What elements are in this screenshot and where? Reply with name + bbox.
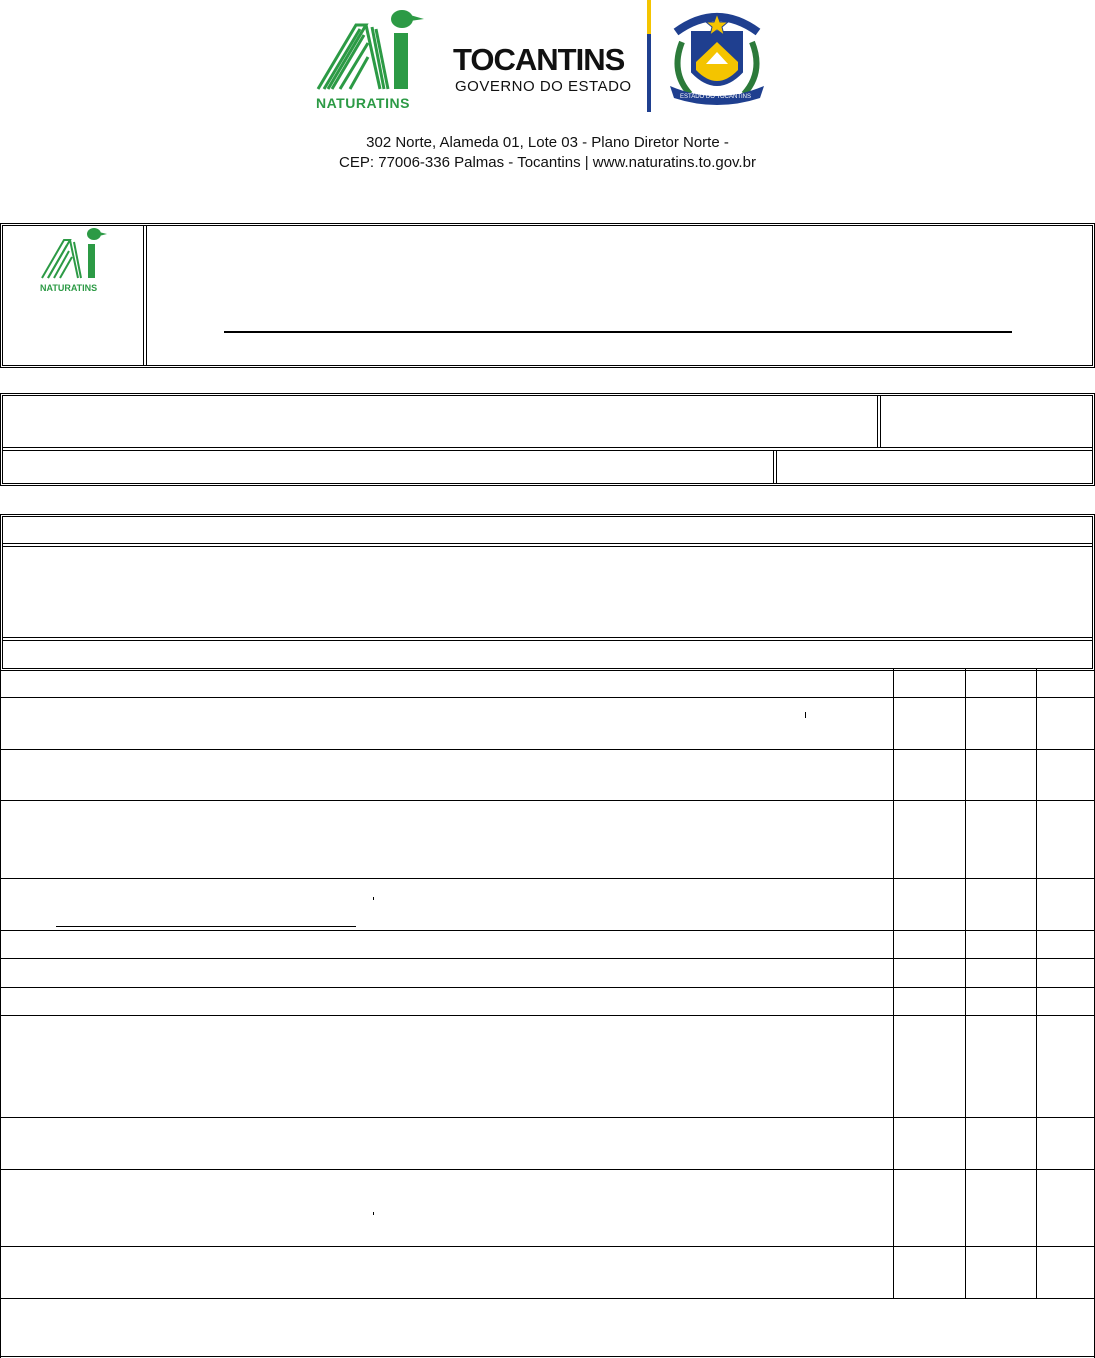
checklist-bottom-line	[0, 1356, 1095, 1357]
checklist-row-line	[0, 1246, 1095, 1247]
identification-box	[0, 393, 1095, 486]
address-line-1: 302 Norte, Alameda 01, Lote 03 - Plano Diretor Norte -	[366, 134, 729, 151]
tick-mark	[373, 1212, 374, 1215]
checklist-row-line	[0, 1298, 1095, 1299]
checklist-col-line	[893, 669, 894, 1298]
address-line-2: CEP: 77006-336 Palmas - Tocantins | www.naturatins.to.gov.br	[339, 154, 756, 171]
flag-stripe	[647, 0, 651, 112]
form-logo-text: NATURATINS	[40, 283, 98, 293]
state-name: TOCANTINS	[453, 42, 625, 77]
checklist-divider-1b	[3, 546, 1092, 547]
identification-col-divider-1b	[880, 396, 881, 447]
checklist-col-line	[1036, 669, 1037, 1298]
stripe-blue	[647, 34, 651, 112]
checklist-col-line	[965, 669, 966, 1298]
checklist-grid	[0, 669, 1095, 1358]
checklist-row-line	[0, 930, 1095, 931]
checklist-divider-2	[3, 637, 1092, 638]
identification-row-divider	[3, 447, 1092, 448]
field-underline	[56, 926, 356, 927]
identification-col-divider-1	[877, 396, 878, 447]
form-title-divider	[143, 226, 144, 365]
stripe-yellow	[647, 0, 651, 34]
checklist-row-line	[0, 749, 1095, 750]
form-title-underline	[224, 331, 1012, 333]
form-logo	[38, 226, 108, 296]
checklist-row-line	[0, 1015, 1095, 1016]
form-title-divider-inner	[146, 226, 147, 365]
state-seal-icon	[662, 2, 772, 112]
checklist-row-line	[0, 800, 1095, 801]
checklist-row-line	[0, 958, 1095, 959]
naturatins-logo-text: NATURATINS	[316, 95, 410, 111]
checklist-divider-2b	[3, 640, 1092, 641]
checklist-divider-1	[3, 543, 1092, 544]
naturatins-logo	[310, 5, 430, 115]
government-label: GOVERNO DO ESTADO	[455, 78, 632, 95]
seal-text: ESTADO DO TOCANTINS	[680, 94, 752, 100]
checklist-box	[0, 514, 1095, 671]
checklist-row-line	[0, 987, 1095, 988]
checklist-row-line	[0, 697, 1095, 698]
identification-row-divider-2	[3, 450, 1092, 451]
tick-mark	[373, 897, 374, 900]
identification-col-divider-2b	[776, 450, 777, 483]
form-title-box	[0, 223, 1095, 368]
page-header	[0, 0, 1095, 190]
checklist-row-line	[0, 1117, 1095, 1118]
checklist-row-line	[0, 1169, 1095, 1170]
identification-col-divider-2	[773, 450, 774, 483]
tick-mark	[805, 712, 806, 718]
checklist-row-line	[0, 878, 1095, 879]
